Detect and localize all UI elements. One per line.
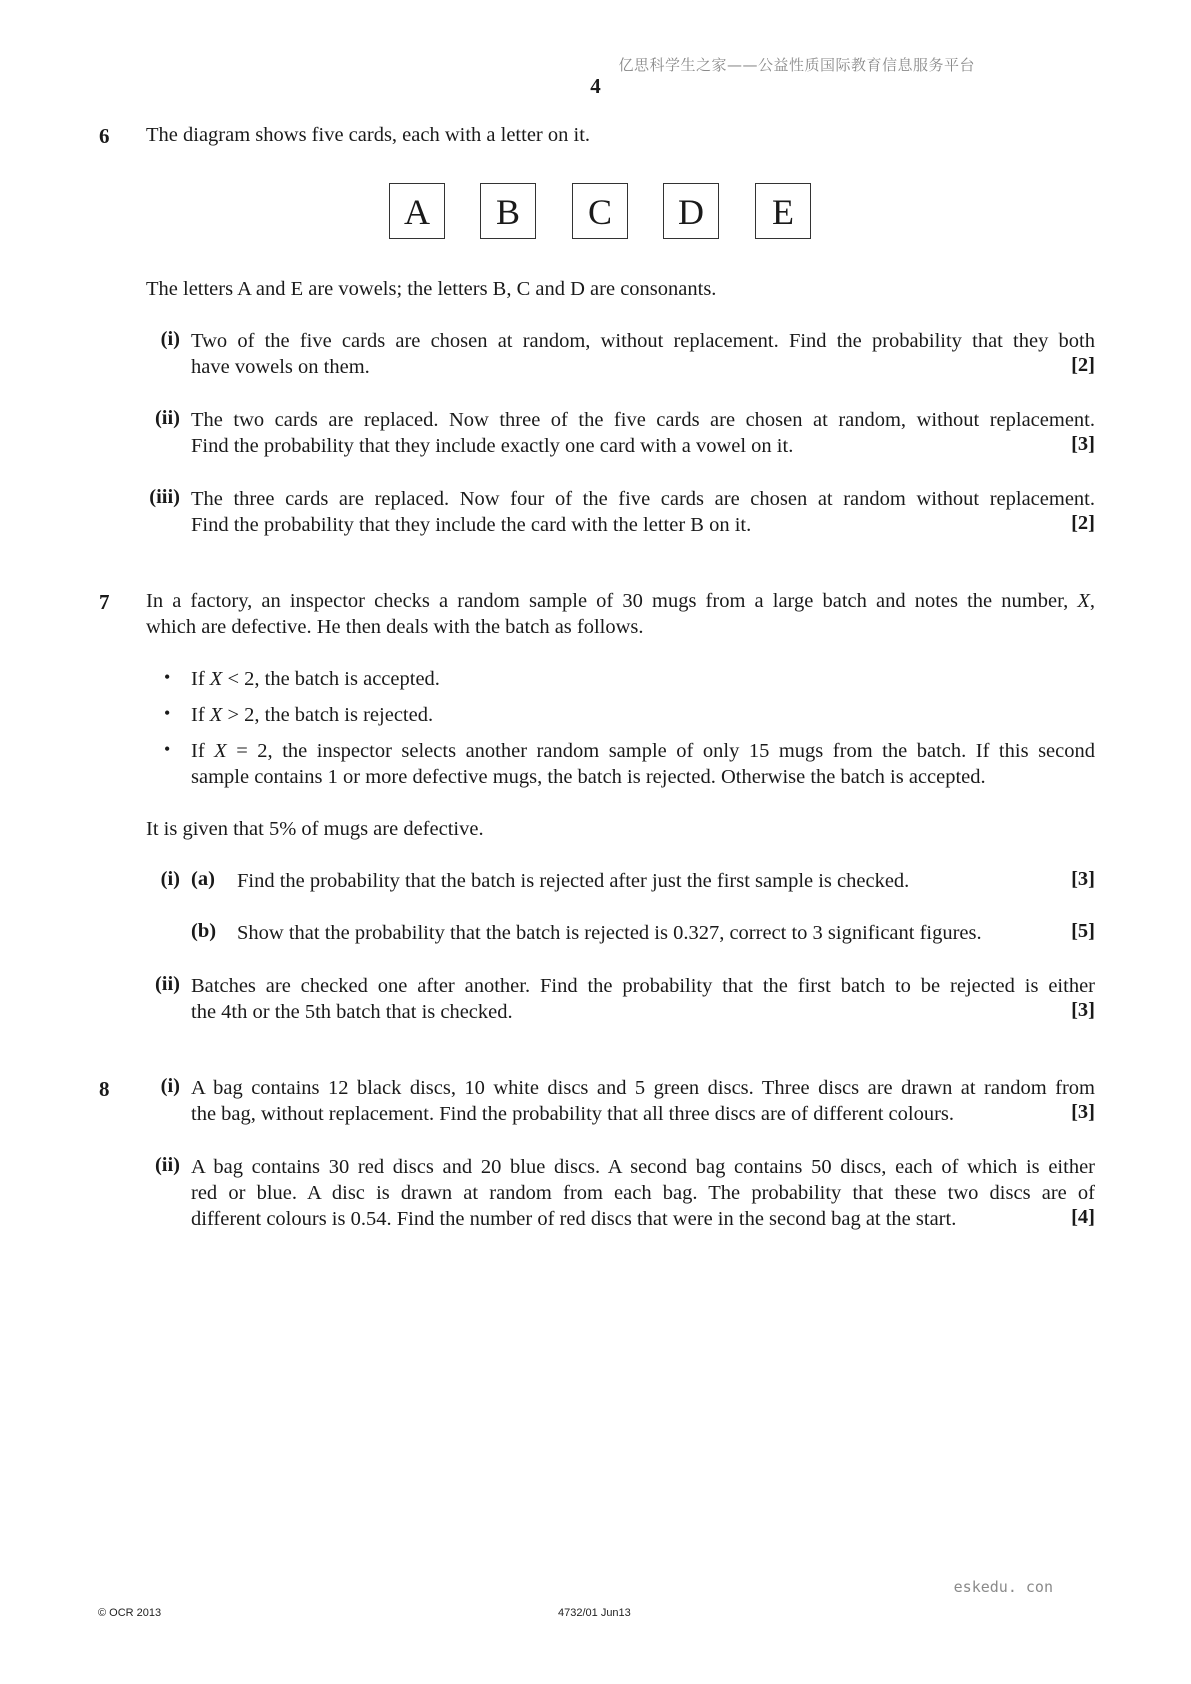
q7-part-ii-marks: [3] <box>1071 999 1095 1021</box>
q7-given: It is given that 5% of mugs are defective. <box>146 818 484 840</box>
q7-part-b-marks: [5] <box>1071 920 1095 942</box>
q8-part-i-line1: A bag contains 12 black discs, 10 white discs and 5 green discs. Three discs are drawn at random from <box>191 1077 1095 1099</box>
card-e: E <box>755 183 811 239</box>
q7-part-ii-label: (ii) <box>154 973 180 995</box>
q6-part-iii-label: (iii) <box>149 486 180 508</box>
q7-bullet-2: If X > 2, the batch is rejected. <box>191 704 434 726</box>
q6-statement: The letters A and E are vowels; the letters B, C and D are consonants. <box>146 278 717 300</box>
card-d: D <box>663 183 719 239</box>
q6-part-ii-line1: The two cards are replaced. Now three of the five cards are chosen at random, without replacement. <box>191 409 1095 431</box>
card-c: C <box>572 183 628 239</box>
q6-part-i-marks: [2] <box>1071 354 1095 376</box>
q7-intro-line2: which are defective. He then deals with the batch as follows. <box>146 616 644 638</box>
q6-part-i-line1: Two of the five cards are chosen at random, without replacement. Find the probability that they both <box>191 330 1095 352</box>
q7-part-b-text: Show that the probability that the batch is rejected is 0.327, correct to 3 significant figures. <box>237 922 982 944</box>
q6-part-i-label: (i) <box>160 328 180 350</box>
site-watermark: eskedu. con <box>953 1578 1053 1596</box>
card-b: B <box>480 183 536 239</box>
q7-bullet-1: If X < 2, the batch is accepted. <box>191 668 440 690</box>
question-8-number: 8 <box>99 1077 110 1101</box>
bullet-icon: • <box>164 739 171 759</box>
q7-part-a-label: (a) <box>191 868 215 890</box>
q8-part-ii-line3: different colours is 0.54. Find the number of red discs that were in the second bag at the start. <box>191 1208 957 1230</box>
q6-part-ii-line2: Find the probability that they include exactly one card with a vowel on it. <box>191 435 794 457</box>
bullet-icon: • <box>164 667 171 687</box>
question-7-number: 7 <box>99 590 110 614</box>
q7-part-ii-line2: the 4th or the 5th batch that is checked. <box>191 1001 513 1023</box>
q8-part-ii-label: (ii) <box>154 1154 180 1176</box>
q8-part-ii-line1: A bag contains 30 red discs and 20 blue discs. A second bag contains 50 discs, each of which is either <box>191 1156 1095 1178</box>
q7-part-ii-line1: Batches are checked one after another. Find the probability that the first batch to be rejected is either <box>191 975 1095 997</box>
footer-copyright: © OCR 2013 <box>98 1607 162 1619</box>
q7-intro-line1: In a factory, an inspector checks a random sample of 30 mugs from a large batch and notes the number, X, <box>146 590 1095 612</box>
letter-cards <box>0 183 1191 243</box>
q6-part-iii-line2: Find the probability that they include the card with the letter B on it. <box>191 514 752 536</box>
card-a: A <box>389 183 445 239</box>
q8-part-i-label: (i) <box>160 1075 180 1097</box>
q6-part-iii-marks: [2] <box>1071 512 1095 534</box>
page-number: 4 <box>590 74 601 98</box>
q7-part-i-label: (i) <box>160 868 180 890</box>
q8-part-i-marks: [3] <box>1071 1101 1095 1123</box>
q7-part-b-label: (b) <box>191 920 217 942</box>
q6-intro: The diagram shows five cards, each with a letter on it. <box>146 124 591 146</box>
bullet-icon: • <box>164 703 171 723</box>
q8-part-ii-line2: red or blue. A disc is drawn at random from each bag. The probability that these two discs are of <box>191 1182 1095 1204</box>
watermark-text: 亿思科学生之家——公益性质国际教育信息服务平台 <box>618 56 975 74</box>
q7-bullet-3-line2: sample contains 1 or more defective mugs, the batch is rejected. Otherwise the batch is accepted. <box>191 766 986 788</box>
q7-bullet-3-line1: If X = 2, the inspector selects another random sample of only 15 mugs from the batch. If this second <box>191 740 1095 762</box>
q6-part-ii-label: (ii) <box>154 407 180 429</box>
q8-part-ii-marks: [4] <box>1071 1206 1095 1228</box>
question-6-number: 6 <box>99 124 110 148</box>
q8-part-i-line2: the bag, without replacement. Find the probability that all three discs are of different colours. <box>191 1103 955 1125</box>
q6-part-iii-line1: The three cards are replaced. Now four of the five cards are chosen at random without replacement. <box>191 488 1095 510</box>
q6-part-ii-marks: [3] <box>1071 433 1095 455</box>
q6-part-i-line2: have vowels on them. <box>191 356 370 378</box>
footer-paper-code: 4732/01 Jun13 <box>558 1607 631 1619</box>
q7-part-a-marks: [3] <box>1071 868 1095 890</box>
q7-part-a-text: Find the probability that the batch is rejected after just the first sample is checked. <box>237 870 910 892</box>
